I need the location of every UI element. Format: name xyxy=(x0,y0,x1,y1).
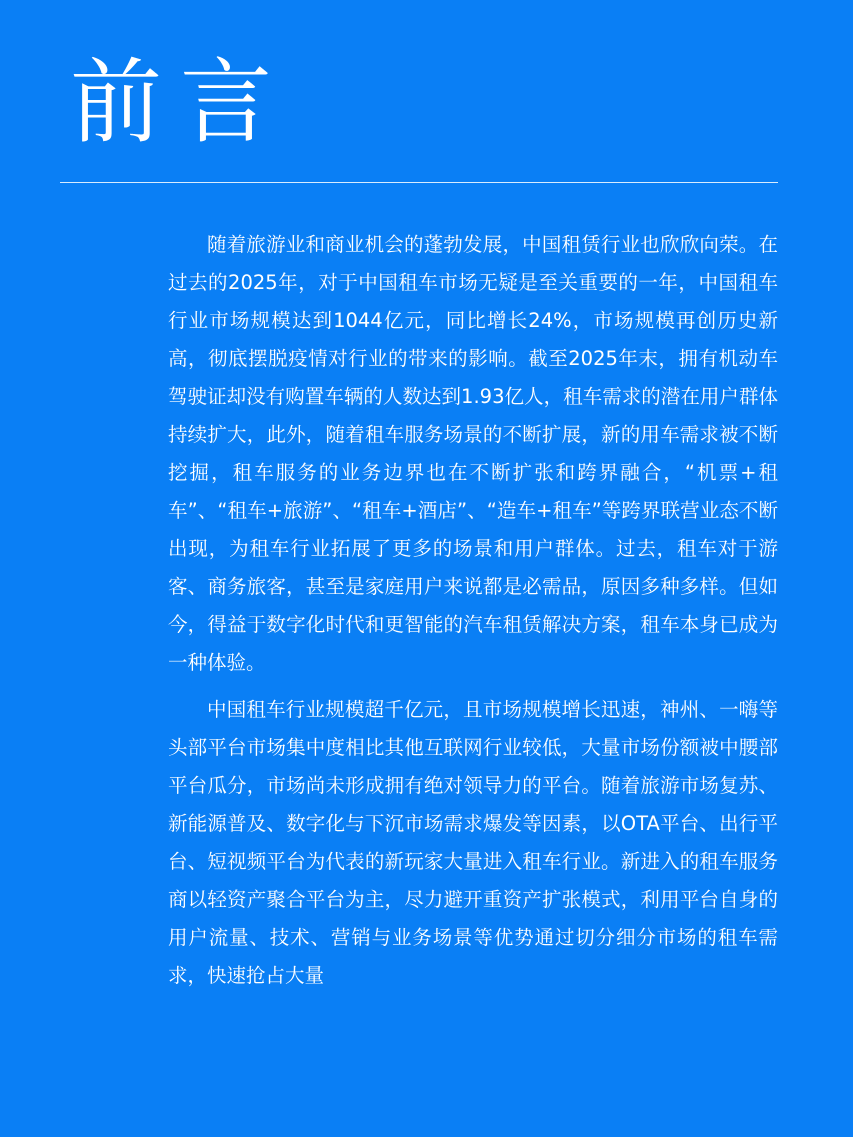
paragraph-2: 中国租车行业规模超千亿元，且市场规模增长迅速，神州、一嗨等头部平台市场集中度相比其他互联网行业较低，大量市场份额被中腰部平台瓜分，市场尚未形成拥有绝对领导力的平台。随着旅游市场复苏、新能源普及、数字化与下沉市场需求爆发等因素，以OTA平台、出行平台、短视频平台为代表的新玩家大量进入租车行业。新进入的租车服务商以轻资产聚合平台为主，尽力避开重资产扩张模式，利用平台自身的用户流量、技术、营销与业务场景等优势通过切分细分市场的租车需求，快速抢占大量 xyxy=(168,698,778,987)
body-text xyxy=(168,226,778,1004)
title-divider xyxy=(60,182,778,183)
paragraph-1: 随着旅游业和商业机会的蓬勃发展，中国租赁行业也欣欣向荣。在过去的2025年，对于中国租车市场无疑是至关重要的一年，中国租车行业市场规模达到1044亿元，同比增长24%，市场规模再创历史新高，彻底摆脱疫情对行业的带来的影响。截至2025年末，拥有机动车驾驶证却没有购置车辆的人数达到1.93亿人，租车需求的潜在用户群体持续扩大，此外，随着租车服务场景的不断扩展，新的用车需求被不断挖掘，租车服务的业务边界也在不断扩张和跨界融合，“机票+租车”、“租车+旅游”、“租车+酒店”、“造车+租车”等跨界联营业态不断出现，为租车行业拓展了更多的场景和用户群体。过去，租车对于游客、商务旅客，甚至是家庭用户来说都是必需品，原因多种多样。但如今，得益于数字化时代和更智能的汽车租赁解决方案，租车本身已成为一种体验。 xyxy=(168,233,778,674)
page-title: 前言 xyxy=(70,49,291,156)
